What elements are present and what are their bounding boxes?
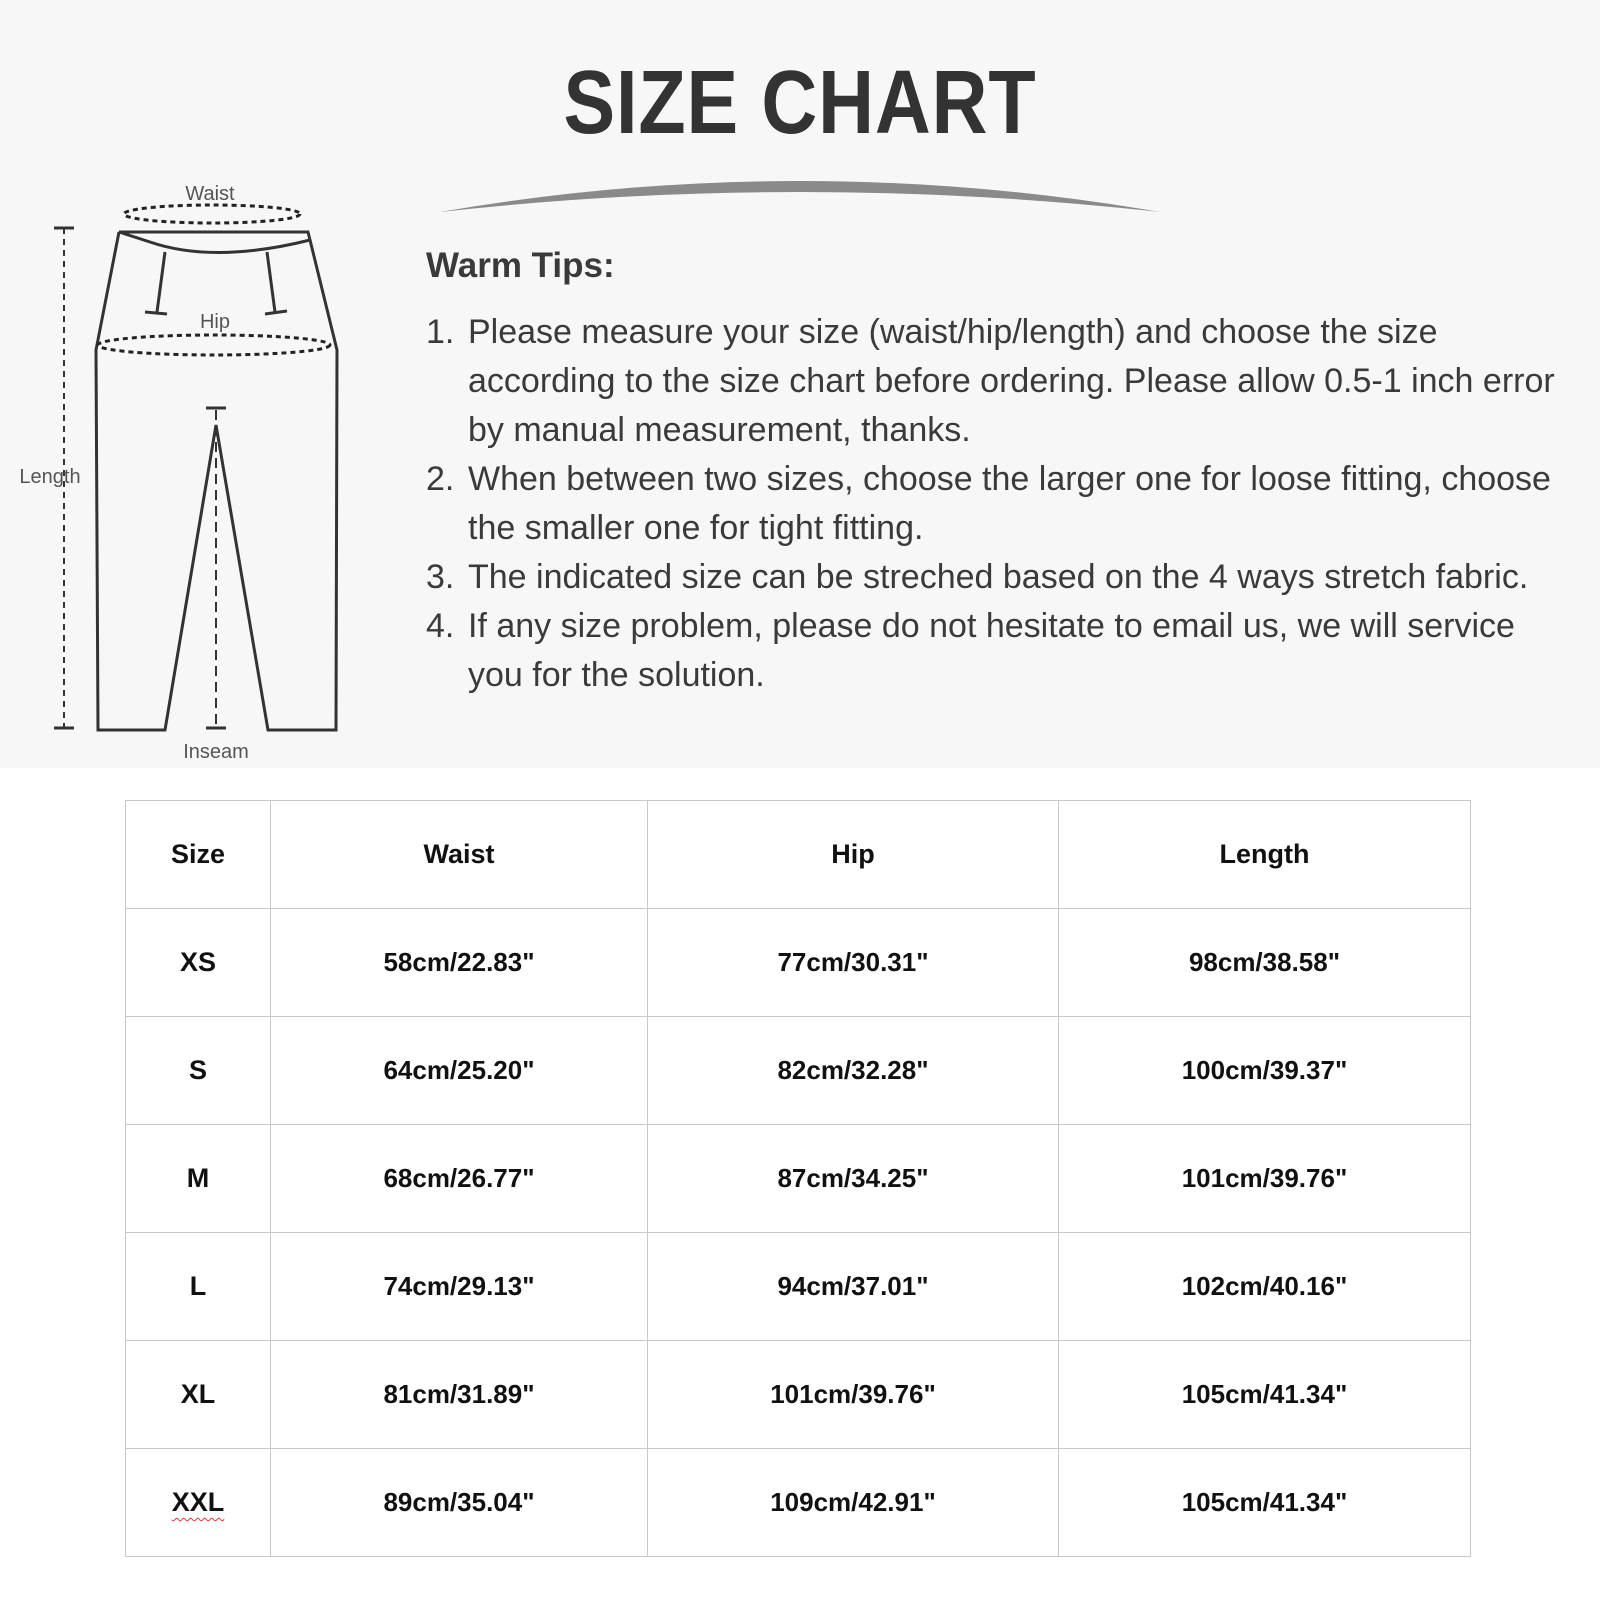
- header-length: Length: [1059, 801, 1471, 909]
- tip-item: [426, 553, 1566, 602]
- cell-size-wrap: [126, 1449, 271, 1557]
- tip-item: [426, 308, 1566, 455]
- table-row: [126, 1233, 1471, 1341]
- cell-waist: 81cm/31.89": [271, 1341, 648, 1449]
- header-size: Size: [126, 801, 271, 909]
- size-table: [125, 800, 1471, 1557]
- cell-size: L: [126, 1233, 271, 1341]
- table-row: [126, 1017, 1471, 1125]
- table-row: [126, 1449, 1471, 1557]
- cell-waist: 64cm/25.20": [271, 1017, 648, 1125]
- cell-size: S: [126, 1017, 271, 1125]
- cell-size: XXL: [171, 1487, 225, 1517]
- inseam-label: Inseam: [183, 741, 249, 763]
- tip-item: [426, 455, 1566, 553]
- tip-number: 3.: [426, 558, 455, 596]
- hip-label: Hip: [199, 311, 231, 333]
- cell-hip: 82cm/32.28": [648, 1017, 1059, 1125]
- tip-number: 2.: [426, 460, 455, 498]
- cell-length: 105cm/41.34": [1059, 1449, 1471, 1557]
- table-header-row: [126, 801, 1471, 909]
- cell-length: 105cm/41.34": [1059, 1341, 1471, 1449]
- cell-waist: 58cm/22.83": [271, 909, 648, 1017]
- cell-hip: 77cm/30.31": [648, 909, 1059, 1017]
- cell-length: 100cm/39.37": [1059, 1017, 1471, 1125]
- tip-item: [426, 602, 1566, 700]
- header-waist: Waist: [271, 801, 648, 909]
- cell-hip: 109cm/42.91": [648, 1449, 1059, 1557]
- cell-size: XL: [126, 1341, 271, 1449]
- tip-number: 1.: [426, 313, 455, 351]
- cell-size: XS: [126, 909, 271, 1017]
- page-title: SIZE CHART: [563, 53, 1037, 153]
- tip-text: If any size problem, please do not hesitate to email us, we will service you for the solution.: [468, 607, 1515, 694]
- pants-diagram: [0, 180, 400, 770]
- title-swoosh: [440, 168, 1160, 218]
- tips-heading: Warm Tips:: [426, 246, 615, 285]
- table-row: [126, 1341, 1471, 1449]
- info-panel: [0, 0, 1600, 768]
- cell-size: M: [126, 1125, 271, 1233]
- cell-hip: 94cm/37.01": [648, 1233, 1059, 1341]
- header-hip: Hip: [648, 801, 1059, 909]
- tip-text: When between two sizes, choose the larger one for loose fitting, choose the smaller one for tight fitting.: [468, 460, 1551, 547]
- waist-label: Waist: [185, 183, 235, 205]
- cell-hip: 87cm/34.25": [648, 1125, 1059, 1233]
- tip-number: 4.: [426, 607, 455, 645]
- tip-text: The indicated size can be streched based on the 4 ways stretch fabric.: [468, 558, 1529, 596]
- cell-hip: 101cm/39.76": [648, 1341, 1059, 1449]
- cell-length: 98cm/38.58": [1059, 909, 1471, 1017]
- cell-waist: 68cm/26.77": [271, 1125, 648, 1233]
- cell-length: 101cm/39.76": [1059, 1125, 1471, 1233]
- tip-text: Please measure your size (waist/hip/length) and choose the size according to the size chart before ordering. Please allow 0.5-1 inch error by manual measurement, thanks.: [468, 313, 1555, 449]
- table-row: [126, 909, 1471, 1017]
- tips-list: [426, 308, 1566, 700]
- cell-length: 102cm/40.16": [1059, 1233, 1471, 1341]
- table-row: [126, 1125, 1471, 1233]
- length-label: Length: [19, 466, 81, 488]
- cell-waist: 89cm/35.04": [271, 1449, 648, 1557]
- cell-waist: 74cm/29.13": [271, 1233, 648, 1341]
